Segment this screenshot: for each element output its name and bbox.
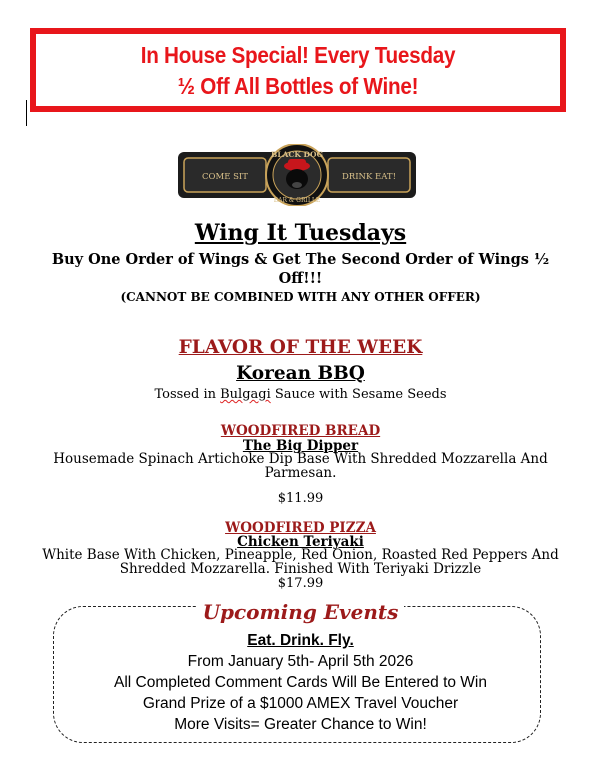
- logo-right-text: DRINK EAT!: [341, 172, 397, 182]
- text-cursor: [26, 100, 27, 126]
- logo-top-text: BLACK DOG: [271, 150, 323, 159]
- flavor-desc-before: Tossed in: [154, 387, 221, 402]
- bread-description: Housemade Spinach Artichoke Dip Base With Shredded Mozzarella And Parmesan.: [53, 451, 548, 481]
- pizza-name: Chicken Teriyaki: [237, 534, 364, 550]
- banner-line-1: In House Special! Every Tuesday: [140, 42, 456, 68]
- events-heading: [0, 600, 601, 624]
- logo-left-text: COME SIT: [202, 172, 248, 182]
- bread-heading: WOODFIRED BREAD: [220, 423, 381, 439]
- pizza-description: White Base With Chicken, Pineapple, Red Onion, Roasted Red Peppers And Shredded Mozzarella. Finished With Teriyaki Drizzle: [42, 547, 559, 577]
- promo-offer: Buy One Order of Wings & Get The Second Order of Wings ½ Off!!!: [51, 251, 550, 287]
- events-line-4: More Visits= Greater Chance to Win!: [174, 716, 427, 733]
- events-line-2: All Completed Comment Cards Will Be Entered to Win: [114, 674, 487, 691]
- flavor-desc-flagged-word: Bulgagi: [220, 387, 271, 402]
- promo-title: Wing It Tuesdays: [194, 220, 407, 246]
- logo-bottom-text: BAR & GRILLE: [273, 197, 321, 204]
- wine-special-banner: [30, 28, 566, 112]
- black-dog-logo: [178, 144, 416, 206]
- flavor-desc-after: Sauce with Sesame Seeds: [270, 387, 447, 402]
- bread-name: The Big Dipper: [242, 438, 359, 454]
- bread-price: $11.99: [277, 491, 324, 506]
- events-heading-text: Upcoming Events: [197, 600, 405, 624]
- events-title: Eat. Drink. Fly.: [247, 632, 354, 649]
- events-line-3: Grand Prize of a $1000 AMEX Travel Voucher: [142, 695, 459, 712]
- promo-disclaimer: (CANNOT BE COMBINED WITH ANY OTHER OFFER): [120, 290, 481, 304]
- flavor-description: [0, 387, 601, 402]
- pizza-price: $17.99: [277, 576, 324, 591]
- pizza-heading: WOODFIRED PIZZA: [225, 520, 376, 536]
- flavor-name: Korean BBQ: [236, 363, 365, 384]
- banner-line-2: ½ Off All Bottles of Wine!: [177, 73, 419, 99]
- flavor-heading: FLAVOR OF THE WEEK: [178, 337, 423, 358]
- events-line-1: From January 5th- April 5th 2026: [187, 653, 414, 670]
